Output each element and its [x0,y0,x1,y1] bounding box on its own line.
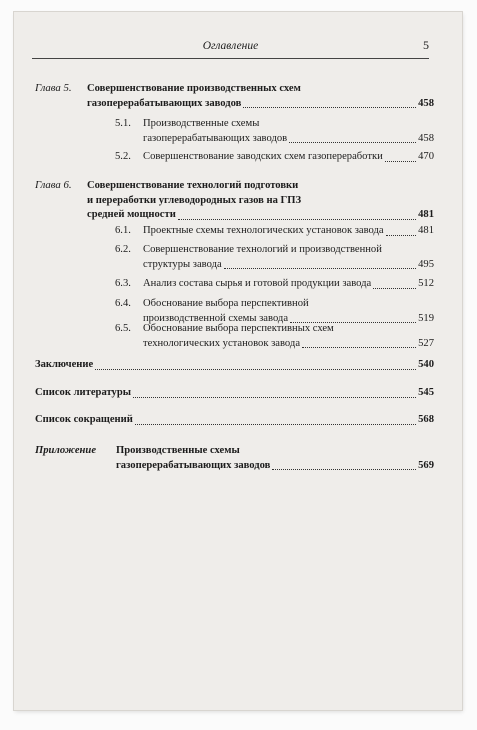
entry-title: Заключение [35,359,94,370]
section-6-3-entry [143,277,434,292]
chapter-6-label: Глава 6. [35,179,72,191]
appendix-title-line: газоперерабатывающих заводов [116,459,271,471]
section-title-line: технологических установок завода [143,337,301,349]
chapter-5-entry [87,82,434,111]
entry-page: 568 [418,414,434,425]
section-number: 5.2. [115,151,131,162]
chapter-5-title-line: Совершенствование производственных схем [87,83,301,94]
entry-title: Список литературы [35,387,132,398]
section-6-1-entry [143,224,434,239]
section-page: 527 [418,337,434,349]
section-title-line: производственной схемы завода [143,312,289,324]
dot-leader [243,107,416,108]
section-page: 470 [418,151,434,162]
entry-title: Список сокращений [35,414,133,425]
section-6-5-entry [143,322,434,351]
chapter-6-title-line: средней мощности [87,209,176,220]
section-page: 519 [418,312,434,324]
toc-entry-abbreviations [35,413,434,428]
section-page: 512 [418,278,434,289]
section-number: 6.5. [115,323,131,334]
dot-leader [373,288,416,289]
section-number: 5.1. [115,118,131,129]
section-title-line: газоперерабатывающих заводов [143,132,288,144]
dot-leader [133,397,416,398]
appendix-entry [116,444,434,473]
section-title-line: Производственные схемы [143,118,260,129]
section-title-line: Обоснование выбора перспективных схем [143,323,334,334]
appendix-page: 569 [418,459,434,471]
entry-page: 545 [418,387,434,398]
chapter-6-entry [87,179,434,223]
section-number: 6.4. [115,298,131,309]
section-title-line: Анализ состава сырья и готовой продукции завода [143,278,372,289]
appendix-title-line: Производственные схемы [116,445,240,456]
entry-page: 540 [418,359,434,370]
dot-leader [385,161,416,162]
chapter-6-title-line: и переработки углеводородных газов на ГПЗ [87,194,302,206]
toc-entry-conclusion [35,358,434,373]
dot-leader [386,235,416,236]
chapter-5-title-line: газоперерабатывающих заводов [87,97,242,109]
appendix-label: Приложение [35,445,97,456]
section-title-line: Совершенствование заводских схем газопереработки [143,151,383,162]
section-6-2-entry [143,243,434,272]
chapter-6-page: 481 [418,209,434,220]
section-page: 495 [418,258,434,270]
section-page: 458 [418,132,434,144]
toc-entry-references [35,386,434,401]
dot-leader [95,369,416,370]
dot-leader [178,219,416,220]
chapter-6-title-line: Совершенствование технологий подготовки [87,180,299,191]
section-5-2-entry [143,150,434,165]
section-title-line: структуры завода [143,258,222,270]
section-title-line: Обоснование выбора перспективной [143,298,309,309]
page-number: 5 [423,38,429,52]
section-number: 6.1. [115,225,131,236]
section-number: 6.2. [115,244,131,255]
section-title-line: Совершенствование технологий и производственной [143,244,382,255]
dot-leader [272,469,416,470]
dot-leader [135,424,416,425]
section-5-1-entry [143,117,434,146]
dot-leader [302,347,416,348]
section-number: 6.3. [115,278,131,289]
section-page: 481 [418,225,434,236]
section-title-line: Проектные схемы технологических установок завода [143,225,384,236]
running-title: Оглавление [202,40,259,52]
dot-leader [289,142,416,143]
chapter-5-page: 458 [418,97,434,109]
chapter-5-label: Глава 5. [35,82,72,94]
dot-leader [224,268,416,269]
